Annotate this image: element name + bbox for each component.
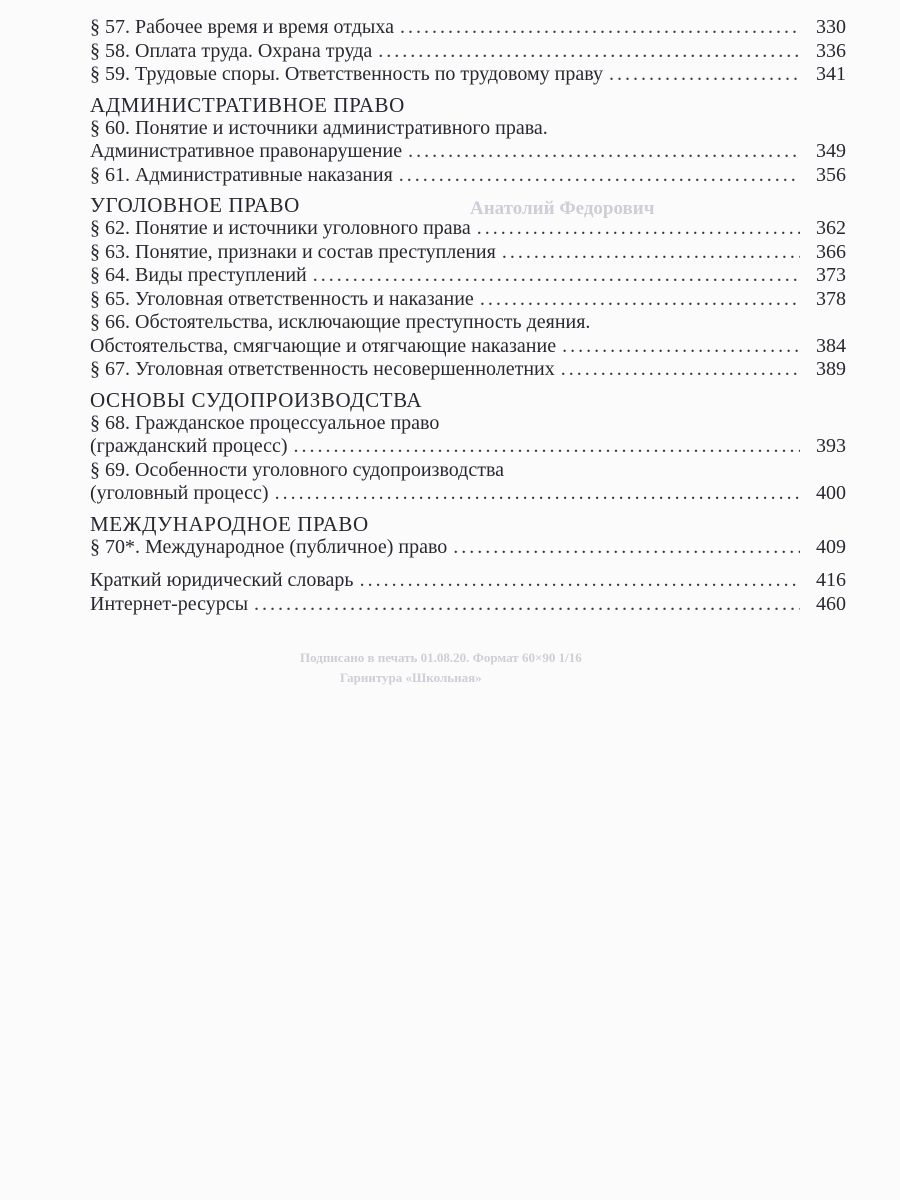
table-of-contents — [90, 16, 846, 616]
toc-entry-title-line: § 66. Обстоятельства, исключающие преступность деяния. — [90, 311, 591, 333]
toc-entry-title: Краткий юридический словарь — [90, 569, 354, 591]
dot-leader — [275, 482, 800, 506]
toc-page-number: 389 — [816, 358, 846, 380]
toc-entry-title: § 63. Понятие, признаки и состав преступления — [90, 240, 496, 263]
toc-entry-title-line: § 60. Понятие и источники административного права. — [90, 116, 548, 139]
dot-leader — [561, 358, 800, 382]
toc-page-number: 341 — [816, 63, 846, 85]
dot-leader — [313, 264, 800, 288]
toc-page-number: 362 — [816, 217, 846, 239]
toc-page-number: 393 — [816, 435, 846, 457]
dot-leader — [502, 241, 800, 265]
toc-section — [90, 16, 846, 87]
bleed-through-text: Анатолий Федорович — [470, 198, 655, 219]
toc-entry[interactable] — [90, 164, 846, 188]
toc-page-number: 384 — [816, 334, 846, 357]
toc-entry-title: § 58. Оплата труда. Охрана труда — [90, 39, 373, 62]
toc-entry[interactable] — [90, 264, 846, 288]
section-heading: УГОЛОВНОЕ ПРАВО — [90, 193, 300, 217]
toc-page-number: 460 — [816, 592, 846, 615]
toc-entry[interactable] — [90, 593, 846, 617]
spacer — [90, 559, 846, 569]
section-heading: АДМИНИСТРАТИВНОЕ ПРАВО — [90, 92, 405, 117]
toc-entry[interactable] — [90, 40, 846, 64]
toc-entry[interactable] — [90, 358, 846, 382]
bleed-through-text: Гарнитура «Школьная» — [340, 670, 482, 685]
toc-entry[interactable] — [90, 335, 846, 359]
dot-leader — [254, 593, 800, 617]
toc-entry[interactable] — [90, 482, 846, 506]
dot-leader — [562, 335, 800, 359]
toc-page-number: 356 — [816, 163, 846, 186]
toc-entry-title: § 61. Административные наказания — [90, 163, 393, 186]
toc-entry-title: (гражданский процесс) — [90, 435, 288, 457]
toc-entry-title: § 70*. Международное (публичное) право — [90, 535, 448, 558]
toc-entry[interactable] — [90, 63, 846, 87]
toc-entry[interactable] — [90, 569, 846, 593]
toc-page-number: 400 — [816, 482, 846, 504]
toc-page-number: 409 — [816, 535, 846, 558]
section-heading: ОСНОВЫ СУДОПРОИЗВОДСТВА — [90, 387, 423, 412]
toc-entry-title: Интернет-ресурсы — [90, 592, 249, 615]
dot-leader — [453, 536, 800, 560]
toc-entry[interactable] — [90, 16, 846, 40]
toc-page-number: 373 — [816, 264, 846, 286]
toc-entry-title: § 62. Понятие и источники уголовного права — [90, 217, 471, 239]
toc-section — [90, 193, 846, 382]
toc-entry-title: § 59. Трудовые споры. Ответственность по трудовому праву — [90, 63, 603, 85]
dot-leader — [609, 63, 800, 87]
toc-page-number: 336 — [816, 39, 846, 62]
toc-section — [90, 388, 846, 506]
toc-page-number: 378 — [816, 287, 846, 310]
dot-leader — [477, 217, 800, 241]
dot-leader — [400, 16, 800, 40]
toc-entry-title: § 57. Рабочее время и время отдыха — [90, 16, 394, 38]
toc-entry-title: § 64. Виды преступлений — [90, 264, 307, 286]
dot-leader — [480, 288, 800, 312]
appendix-section — [90, 569, 846, 616]
toc-entry[interactable] — [90, 435, 846, 459]
toc-entry-title-line: § 68. Гражданское процессуальное право — [90, 411, 440, 434]
dot-leader — [360, 569, 800, 593]
toc-entry[interactable] — [90, 241, 846, 265]
toc-page-number: 349 — [816, 140, 846, 162]
toc-section — [90, 93, 846, 188]
toc-page-number: 330 — [816, 16, 846, 38]
dot-leader — [399, 164, 800, 188]
toc-entry[interactable] — [90, 288, 846, 312]
bleed-through-text: Подписано в печать 01.08.20. Формат 60×90 1/16 — [300, 650, 582, 665]
toc-section — [90, 512, 846, 560]
toc-entry[interactable] — [90, 140, 846, 164]
section-heading: МЕЖДУНАРОДНОЕ ПРАВО — [90, 511, 369, 536]
toc-entry-title: Административное правонарушение — [90, 140, 403, 162]
dot-leader — [294, 435, 800, 459]
dot-leader — [408, 140, 800, 164]
toc-page-number: 366 — [816, 240, 846, 263]
toc-page-number: 416 — [816, 569, 846, 591]
toc-entry[interactable] — [90, 217, 846, 241]
toc-entry-title: Обстоятельства, смягчающие и отягчающие наказание — [90, 334, 557, 357]
toc-entry-title: (уголовный процесс) — [90, 482, 269, 504]
toc-entry-title: § 67. Уголовная ответственность несовершеннолетних — [90, 358, 555, 380]
dot-leader — [378, 40, 800, 64]
toc-entry-title: § 65. Уголовная ответственность и наказание — [90, 287, 474, 310]
toc-entry-title-line: § 69. Особенности уголовного судопроизводства — [90, 458, 505, 481]
toc-entry[interactable] — [90, 536, 846, 560]
